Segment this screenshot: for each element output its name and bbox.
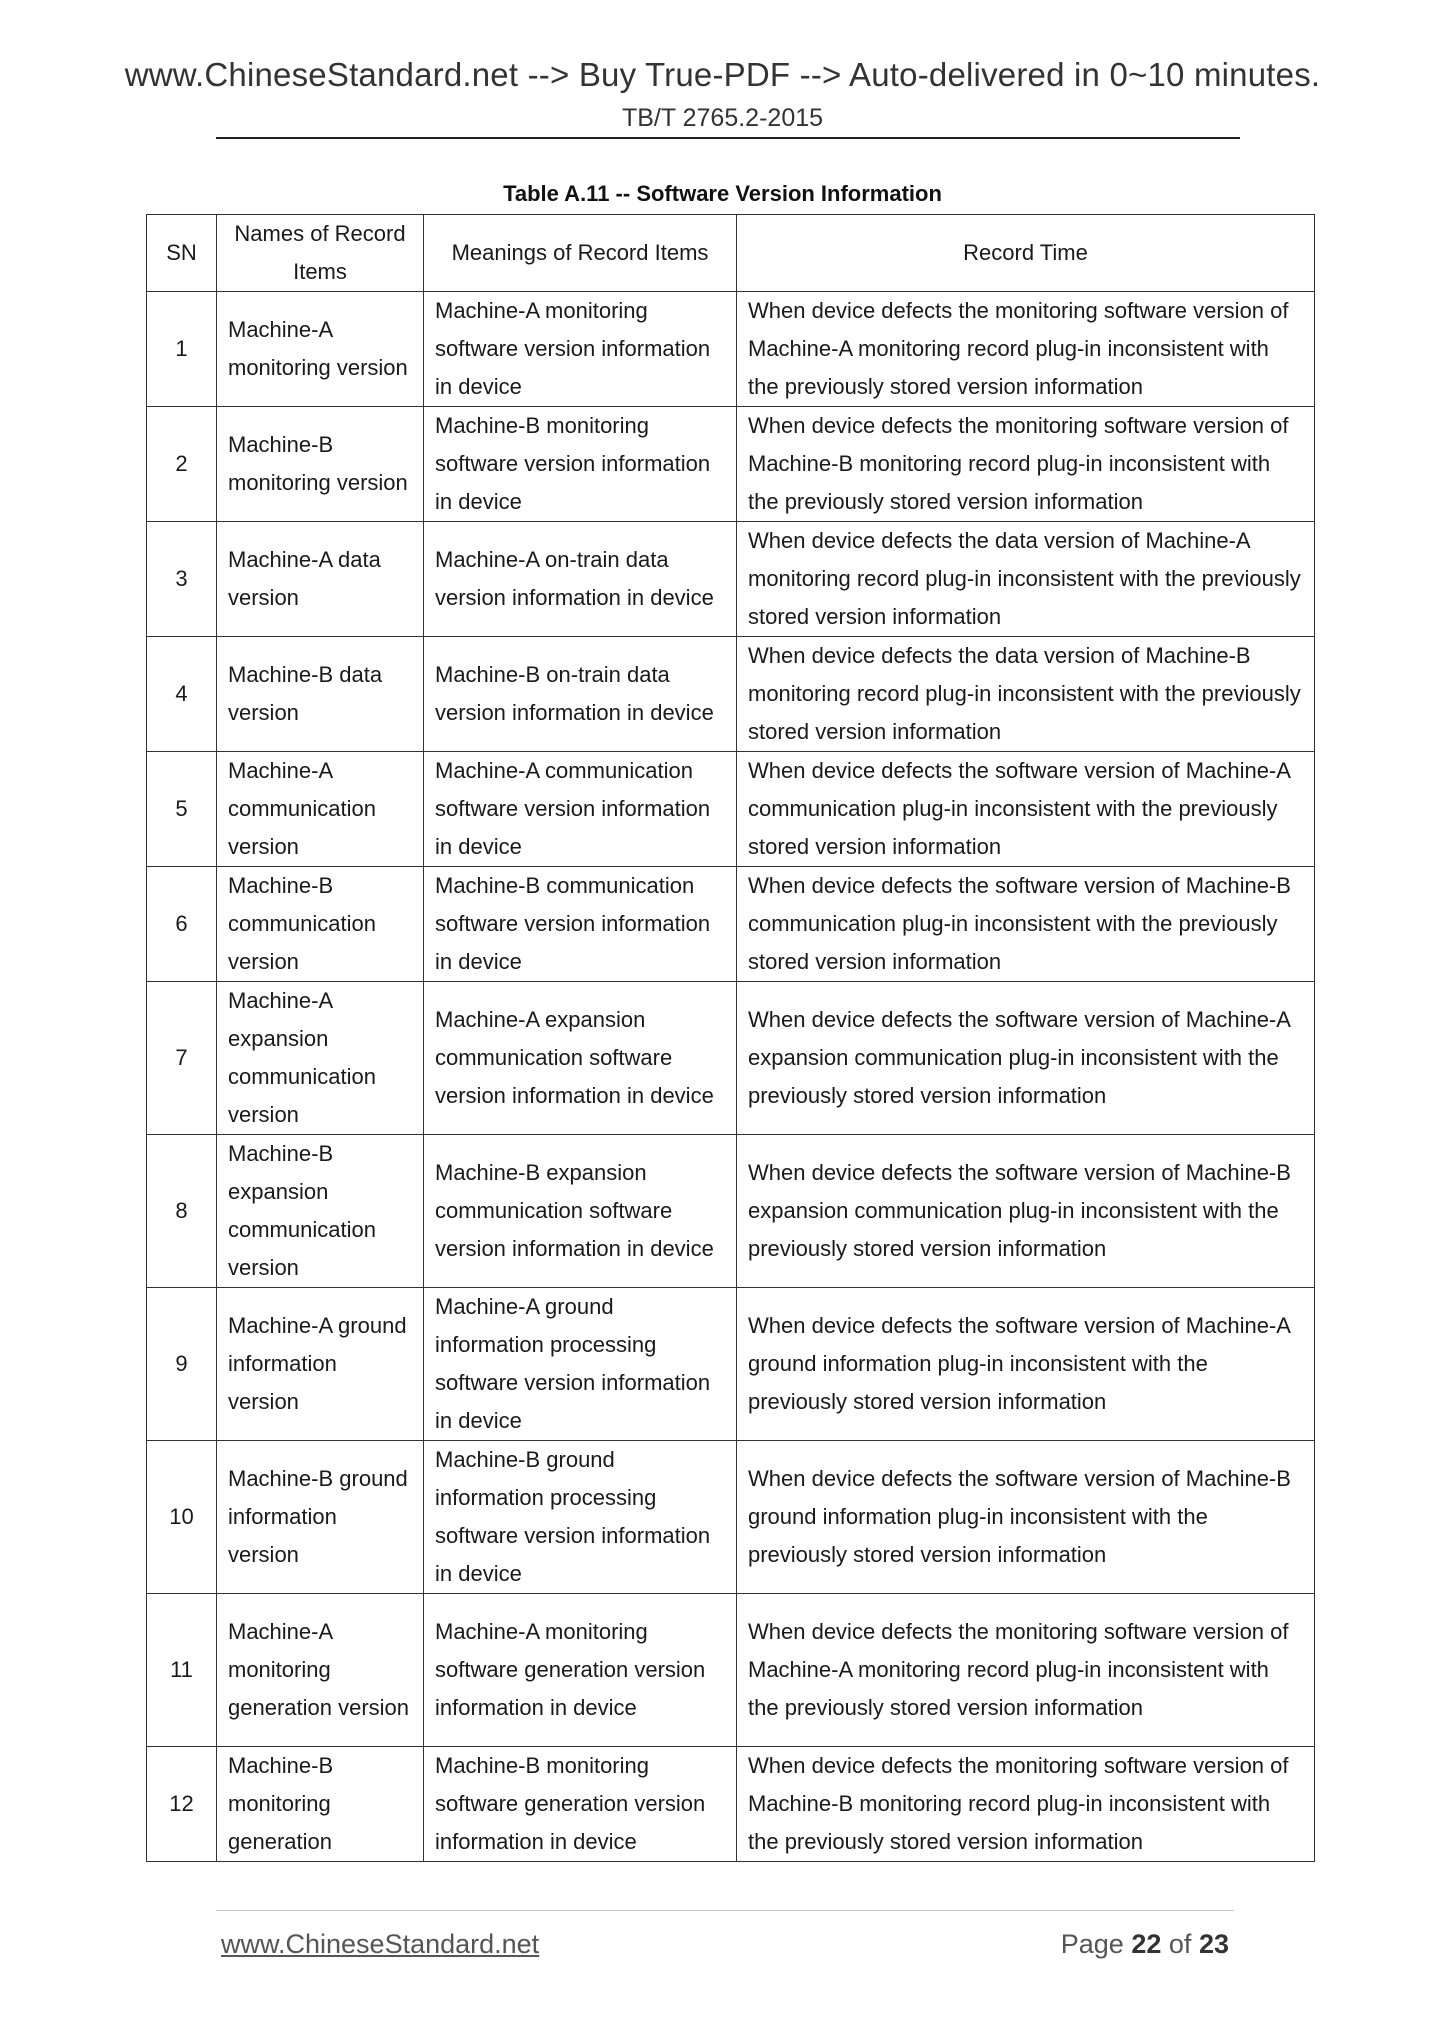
cell-sn: 10 bbox=[147, 1441, 217, 1594]
cell-sn: 3 bbox=[147, 522, 217, 637]
cell-record-time: When device defects the data version of Machine-A monitoring record plug-in inconsistent with the previously stored version information bbox=[737, 522, 1315, 637]
page-current: 22 bbox=[1131, 1929, 1162, 1959]
cell-record-name: Machine-A expansion communication version bbox=[217, 982, 424, 1135]
cell-record-name: Machine-B expansion communication version bbox=[217, 1135, 424, 1288]
cell-record-time: When device defects the monitoring software version of Machine-B monitoring record plug-in inconsistent with the previously stored version information bbox=[737, 407, 1315, 522]
cell-record-meaning: Machine-A expansion communication software version information in device bbox=[424, 982, 737, 1135]
cell-record-meaning: Machine-A communication software version information in device bbox=[424, 752, 737, 867]
column-header-record-time: Record Time bbox=[737, 215, 1315, 292]
cell-sn: 9 bbox=[147, 1288, 217, 1441]
table-row bbox=[147, 982, 1315, 1135]
cell-sn: 12 bbox=[147, 1747, 217, 1862]
top-banner: www.ChineseStandard.net --> Buy True-PDF --> Auto-delivered in 0~10 minutes. bbox=[124, 56, 1321, 93]
table-row bbox=[147, 752, 1315, 867]
cell-record-name: Machine-A communication version bbox=[217, 752, 424, 867]
cell-record-name: Machine-B ground information version bbox=[217, 1441, 424, 1594]
cell-record-meaning: Machine-A ground information processing software version information in device bbox=[424, 1288, 737, 1441]
footer-site-link[interactable]: www.ChineseStandard.net bbox=[221, 1929, 540, 1959]
cell-record-meaning: Machine-B on-train data version information in device bbox=[424, 637, 737, 752]
cell-record-name: Machine-B data version bbox=[217, 637, 424, 752]
cell-record-meaning: Machine-B monitoring software generation version information in device bbox=[424, 1747, 737, 1862]
cell-record-name: Machine-A monitoring version bbox=[217, 292, 424, 407]
table-row bbox=[147, 1594, 1315, 1747]
page-of: of bbox=[1168, 1929, 1192, 1959]
cell-sn: 4 bbox=[147, 637, 217, 752]
cell-record-time: When device defects the software version of Machine-A communication plug-in inconsistent with the previously stored version information bbox=[737, 752, 1315, 867]
cell-record-time: When device defects the monitoring software version of Machine-B monitoring record plug-in inconsistent with the previously stored version information bbox=[737, 1747, 1315, 1862]
table-row bbox=[147, 1441, 1315, 1594]
cell-record-time: When device defects the software version of Machine-B ground information plug-in inconsistent with the previously stored version information bbox=[737, 1441, 1315, 1594]
column-header-meaning: Meanings of Record Items bbox=[424, 215, 737, 292]
column-header-name: Names of Record Items bbox=[217, 215, 424, 292]
table-caption: Table A.11 -- Software Version Information bbox=[503, 181, 942, 206]
cell-record-time: When device defects the software version of Machine-B expansion communication plug-in inconsistent with the previously stored version information bbox=[737, 1135, 1315, 1288]
header-divider bbox=[216, 137, 1240, 139]
cell-sn: 8 bbox=[147, 1135, 217, 1288]
cell-record-meaning: Machine-A monitoring software generation version information in device bbox=[424, 1594, 737, 1747]
cell-record-meaning: Machine-B expansion communication software version information in device bbox=[424, 1135, 737, 1288]
cell-record-meaning: Machine-A on-train data version information in device bbox=[424, 522, 737, 637]
table-row bbox=[147, 1288, 1315, 1441]
cell-record-name: Machine-A ground information version bbox=[217, 1288, 424, 1441]
software-version-table bbox=[146, 214, 1315, 1862]
cell-record-time: When device defects the software version of Machine-B communication plug-in inconsistent with the previously stored version information bbox=[737, 867, 1315, 982]
page-prefix: Page bbox=[1060, 1929, 1124, 1959]
table-header-row bbox=[147, 215, 1315, 292]
cell-sn: 5 bbox=[147, 752, 217, 867]
standard-code: TB/T 2765.2-2015 bbox=[621, 104, 824, 132]
table-row bbox=[147, 522, 1315, 637]
cell-record-time: When device defects the monitoring software version of Machine-A monitoring record plug-in inconsistent with the previously stored version information bbox=[737, 1594, 1315, 1747]
cell-record-name: Machine-A monitoring generation version bbox=[217, 1594, 424, 1747]
cell-sn: 6 bbox=[147, 867, 217, 982]
column-header-sn: SN bbox=[147, 215, 217, 292]
footer-divider bbox=[216, 1910, 1234, 1911]
cell-record-time: When device defects the software version of Machine-A ground information plug-in inconsistent with the previously stored version information bbox=[737, 1288, 1315, 1441]
cell-record-meaning: Machine-A monitoring software version information in device bbox=[424, 292, 737, 407]
table-row bbox=[147, 407, 1315, 522]
cell-record-meaning: Machine-B communication software version information in device bbox=[424, 867, 737, 982]
cell-sn: 2 bbox=[147, 407, 217, 522]
table-row bbox=[147, 867, 1315, 982]
page-indicator bbox=[1061, 1929, 1229, 1960]
table-row bbox=[147, 1747, 1315, 1862]
cell-record-time: When device defects the software version of Machine-A expansion communication plug-in inconsistent with the previously stored version information bbox=[737, 982, 1315, 1135]
cell-sn: 7 bbox=[147, 982, 217, 1135]
cell-record-name: Machine-A data version bbox=[217, 522, 424, 637]
cell-sn: 11 bbox=[147, 1594, 217, 1747]
cell-record-name: Machine-B monitoring generation bbox=[217, 1747, 424, 1862]
cell-sn: 1 bbox=[147, 292, 217, 407]
cell-record-time: When device defects the monitoring software version of Machine-A monitoring record plug-in inconsistent with the previously stored version information bbox=[737, 292, 1315, 407]
cell-record-name: Machine-B communication version bbox=[217, 867, 424, 982]
cell-record-meaning: Machine-B ground information processing software version information in device bbox=[424, 1441, 737, 1594]
cell-record-meaning: Machine-B monitoring software version information in device bbox=[424, 407, 737, 522]
cell-record-name: Machine-B monitoring version bbox=[217, 407, 424, 522]
table-row bbox=[147, 637, 1315, 752]
cell-record-time: When device defects the data version of Machine-B monitoring record plug-in inconsistent with the previously stored version information bbox=[737, 637, 1315, 752]
table-row bbox=[147, 292, 1315, 407]
page-total: 23 bbox=[1198, 1929, 1229, 1959]
table-row bbox=[147, 1135, 1315, 1288]
